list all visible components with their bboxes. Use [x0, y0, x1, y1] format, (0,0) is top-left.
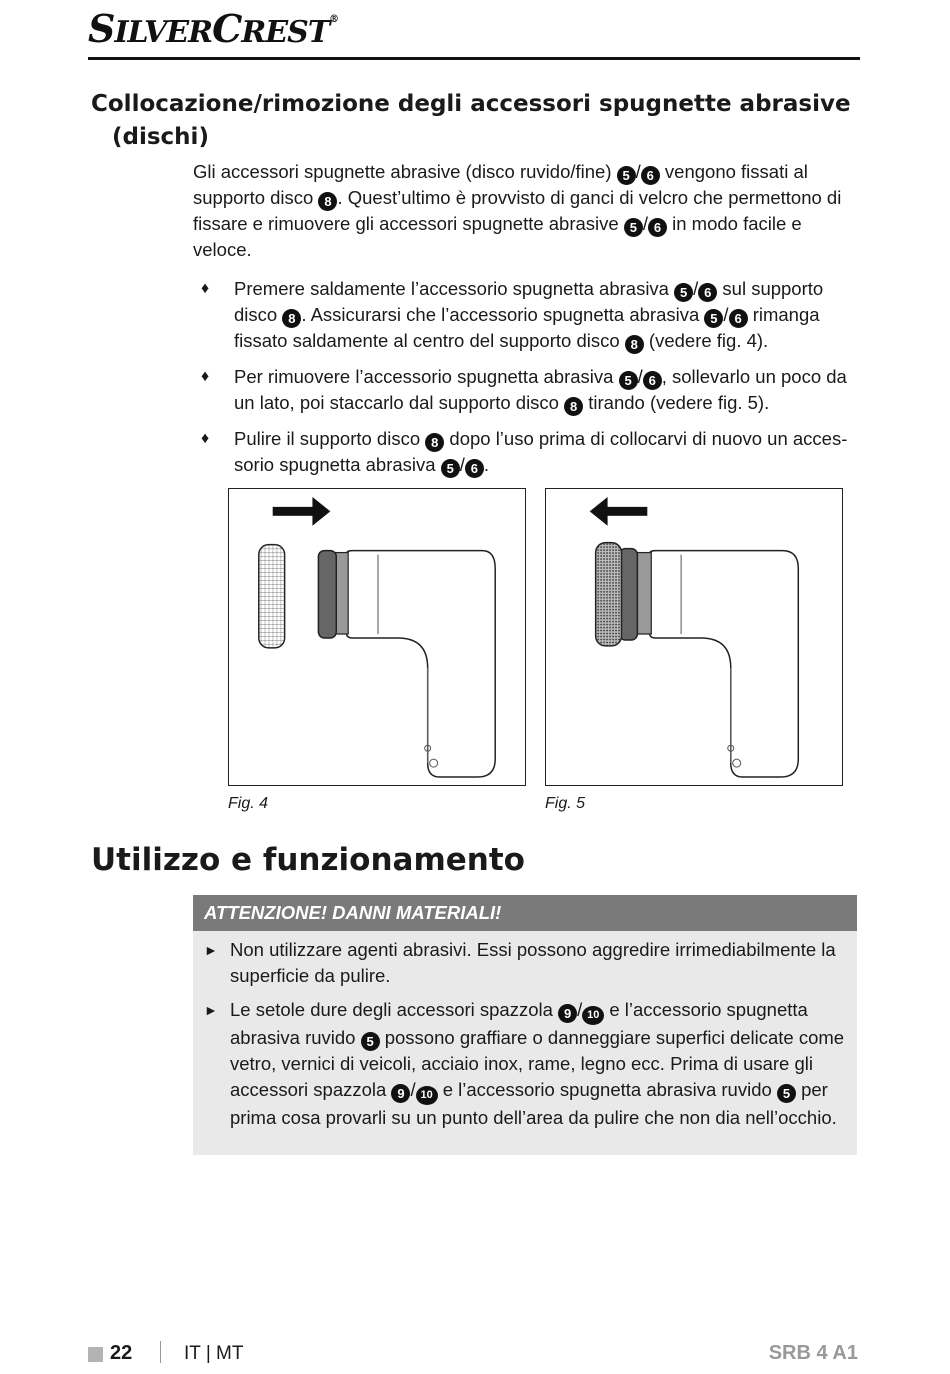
- figure-5: [545, 488, 843, 786]
- abrasive-pad-shape: [259, 545, 285, 648]
- disc-holder-shape: [318, 551, 336, 638]
- part-number-badge: 6: [729, 309, 748, 328]
- part-number-badge: 5: [617, 166, 636, 185]
- part-number-badge: 5: [777, 1084, 796, 1103]
- part-number-badge: 8: [625, 335, 644, 354]
- device-body-shape: [649, 551, 798, 777]
- device-body-shape: [346, 551, 495, 777]
- warning-list: [193, 931, 857, 1131]
- figure-4: [228, 488, 526, 786]
- list-item: ♦ Premere saldamente l’accessorio spugnetta abrasiva 5 / 6 sul supporto disco 8 . Assicurarsi che l’accessorio spugnetta abrasiva 5 / 6 rimanga fissato saldamente al centro del supporto disco 8 (vedere fig. 4).: [201, 278, 824, 352]
- chapter-title: Utilizzo e funzionamento: [91, 842, 525, 878]
- part-number-badge: 8: [425, 433, 444, 452]
- diamond-bullet-icon: ♦: [201, 280, 210, 297]
- part-number-badge: 10: [582, 1006, 604, 1025]
- triangle-bullet-icon: ►: [204, 942, 218, 958]
- part-number-badge: 8: [564, 397, 583, 416]
- part-number-badge: 5: [674, 283, 693, 302]
- part-number-badge: 6: [465, 459, 484, 478]
- section-title: Collocazione/rimozione degli accessori spugnette abrasive (dischi): [91, 91, 851, 150]
- part-number-badge: 9: [391, 1084, 410, 1103]
- part-number-badge: 6: [641, 166, 660, 185]
- arrow-right-icon: [273, 497, 331, 526]
- figure-5-caption: Fig. 5: [545, 795, 586, 812]
- part-number-badge: 9: [558, 1004, 577, 1023]
- diamond-bullet-icon: ♦: [201, 430, 210, 447]
- instruction-list: [193, 276, 863, 488]
- figure-4-illustration: [229, 489, 525, 785]
- diamond-bullet-icon: ♦: [201, 368, 210, 385]
- part-number-badge: 6: [643, 371, 662, 390]
- part-number-badge: 5: [361, 1032, 380, 1051]
- page-number: 22: [110, 1342, 133, 1364]
- arrow-left-icon: [590, 497, 648, 526]
- abrasive-pad-shape: [596, 543, 622, 646]
- list-item: ► Le setole dure degli accessori spazzola 9 / 10 e l’accessorio spugnetta abrasiva ruvido 5 possono graffiare o danneggiare superfici delicate come vetro, vernici di veicoli, acciaio inox, rame, legno ecc. Prima di usare gli accessori spazzola 9 / 10 e l’accessorio spugnetta abrasiva ruvido 5 per prima cosa provarli su un punto dell’area da pulire che non dia nell’occhio.: [204, 999, 845, 1128]
- part-number-badge: 5: [704, 309, 723, 328]
- footer-divider: [160, 1341, 161, 1363]
- brand-logo: SILVERCREST®: [88, 6, 339, 51]
- part-number-badge: 5: [441, 459, 460, 478]
- triangle-bullet-icon: ►: [204, 1002, 218, 1018]
- figure-5-illustration: [546, 489, 842, 785]
- part-number-badge: 6: [648, 218, 667, 237]
- part-number-badge: 5: [619, 371, 638, 390]
- footer-square-icon: [88, 1347, 103, 1362]
- header-rule: [88, 57, 860, 60]
- intro-paragraph: Gli accessori spugnette abrasive (disco ruvido/fine) 5 / 6 vengono fissati al supporto disco 8 . Quest’ultimo è provvisto di ganci di velcro che permettono di fissare e rimuovere gli accessori spugnette abrasive 5 / 6 in modo facile e veloce.: [193, 161, 842, 260]
- figure-4-caption: Fig. 4: [228, 795, 269, 812]
- page-footer: [88, 1340, 858, 1370]
- language-codes: IT | MT: [184, 1343, 244, 1364]
- list-item: ♦ Pulire il supporto disco 8 dopo l’uso prima di collocarvi di nuovo un accessorio spugnetta abrasiva 5 / 6 .: [201, 428, 848, 476]
- model-number: SRB 4 A1: [768, 1342, 858, 1364]
- part-number-badge: 6: [698, 283, 717, 302]
- warning-title: ATTENZIONE! DANNI MATERIALI!: [193, 895, 857, 931]
- part-number-badge: 5: [624, 218, 643, 237]
- warning-box: [193, 895, 857, 1155]
- part-number-badge: 8: [318, 192, 337, 211]
- part-number-badge: 8: [282, 309, 301, 328]
- part-number-badge: 10: [416, 1086, 438, 1105]
- list-item: ► Non utilizzare agenti abrasivi. Essi possono aggredire irrimediabilmente la superficie da pulire.: [204, 939, 836, 986]
- list-item: ♦ Per rimuovere l’accessorio spugnetta abrasiva 5 / 6 , sollevarlo un poco da un lato, poi staccarlo dal supporto disco 8 tirando (vedere fig. 5).: [201, 366, 847, 414]
